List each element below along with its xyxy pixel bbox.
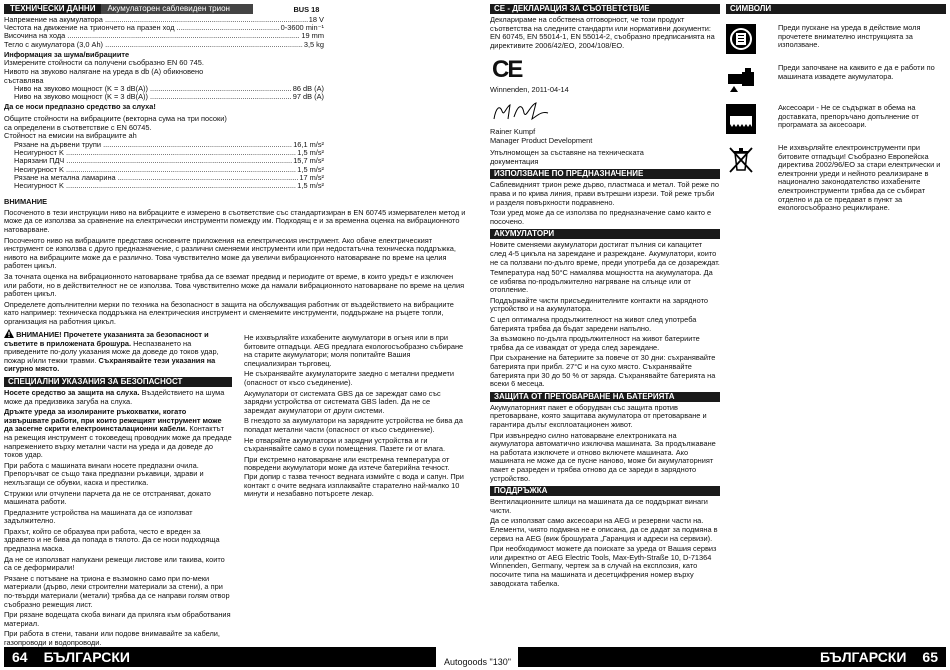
vnimanie-paragraph: За точната оценка на вибрационното натоварване трябва да се вземат предвид и периодите от време, в които уредът е изключен или работи, но в действителност не се използва. Това чувствително може да намали вибрационното натоварване по време на целия работен цикъл. [4,271,465,299]
right-page [490,4,946,666]
read-manual-icon [726,24,756,54]
vibration-p2: Стойност на емисии на вибрациите ah [4,131,137,141]
left-footer [4,647,436,667]
noise-value: 97 dB (A) [292,92,324,102]
warning-text: Неспазването на приведените по-долу указания може да доведе до токов удар, пожар и/или тежки травми. [4,338,219,365]
vibration-row [14,157,324,165]
battery-safety-paragraph: В гнездото за акумулатори на зарядните устройства не бива да попадат метални части (опасност от късо съединение). [244,416,463,434]
symbols-header: СИМВОЛИ [726,4,946,14]
left-language: БЪЛГАРСКИ [43,649,130,665]
spec-value: 19 mm [301,31,324,41]
warning-keep: Съхранявайте тези указания на сигурно място. [4,355,216,374]
battery-safety-paragraph: При екстремно натоварване или екстремна температура от повредени акумулатори може да изтече батерийна течност. При допир с тазва течност веднага измийте с вода и сапун. При контакт с очите веднага изплаквайте старателно най-малко 10 минути и незабавно потърсете лекар. [244,454,464,499]
left-page [4,4,466,666]
noise-values [4,85,324,101]
right-language: БЪЛГАРСКИ [820,649,907,665]
symbol-text: Преди започване на каквито е да е работи по машината извадете акумулатора. [778,63,935,81]
warning-bold: ВНИМАНИЕ! Прочетете указанията за безопасност и съветите в приложената брошура. [4,330,209,348]
right-footer [518,647,946,667]
spec-row [4,16,324,24]
spec-row [4,32,324,40]
spec-label: Височина на хода ..... [4,32,300,40]
spec-label: Напрежение на акумулатора ..... [4,16,308,24]
overload-text [490,404,720,483]
warning-triangle-icon [4,329,14,338]
battery-paragraph: За възможно по-дълга продължителност на живот батериите трябва да се изваждат от уреда след зареждане. [490,334,700,352]
noise-row [14,93,324,101]
battery-safety-paragraph: Не отваряйте акумулатори и зарядни устройства и ги съхранявайте само в сухи помещения. Пазете ги от влага. [244,435,446,454]
spec-row [4,24,324,32]
maintenance-paragraph: Да се използват само аксесоари на AEG и резервни части на. Елементи, чиято подмяна не е описана, да се дадат за подмяна в сервиз на AEG (виж брошурата „Гаранция и адреси на сервизи). [490,516,718,543]
safety-header: СПЕЦИАЛНИ УКАЗАНИЯ ЗА БЕЗОПАСНОСТ [4,377,232,387]
overload-paragraph: При извънредно силно натоварване електрониката на акумулатора автоматично изключва машината. За продължаване на работата изключете и отново включете машината. Ако машината не може да се пусне наново, може би акумулаторният пакет е разреден и трябва отново да се зареди в зарядното устройство. [490,430,716,483]
vibration-label: Нарязани ПДЧ ..... [14,157,292,165]
vnimanie-paragraph: Посоченото в тези инструкции ниво на вибрациите е измерено в съответствие със стандартизиран в EN 60745 измервателен метод и може да се използва за сравнение на електрически инструменти помежду им. Подходящ е и за временна оценка на вибрационното натоварване. [4,207,466,234]
safety-bold-1: Носете средство за защита на слуха. [4,387,140,397]
symbol-row [726,24,946,54]
battery-safety-paragraph: Не изхвърляйте изхабените акумулатори в огъня или в при битовите отпадъци. AEG предлага екологосъобразно събиране на старите акумулатори; моля попитайте Вашия специализиран търговец. [244,333,464,368]
battery-paragraph: С цел оптимална продължителност на живот след употреба батерията трябва да бъдат заредени напълно. [490,315,697,333]
intended-use-p1: Саблевидният трион реже дърво, пластмаса и метал. Той реже по права и по крива линия, прави вътрешни изрези. Той реже тръби и разделя повърхности подравнено. [490,180,720,207]
symbol-row [726,104,946,134]
vibration-row [14,166,324,174]
safety-paragraph: При работа в стени, тавани или подове внимавайте за кабели, газопроводи и водопроводи. [4,629,220,647]
vibration-label: Несигурност K ..... [14,149,296,157]
symbol-text: Аксесоари - Не се съдържат в обема на доставката, препоръчано допълнение от програмата за аксесоари. [778,103,919,130]
ear-protection-warning: Да се носи предпазно средство за слуха! [4,101,156,111]
battery-paragraph: Новите сменяеми акумулатори достигат пълния си капацитет след 4-5 цикъла на зареждане и разреждане. Акумулатори, които не са ползвани по-дълго време, преди употреба да се дозареждат. [490,240,720,267]
tech-data-product: Акумулаторен саблевиден трион [101,4,253,14]
symbol-row [726,144,946,213]
tech-data-section [4,4,466,329]
ce-header: СЕ - ДЕКЛАРАЦИЯ ЗА СЪОТВЕТСТВИЕ [490,4,720,14]
overload-header: ЗАЩИТА ОТ ПРЕТОВАРВАНЕ НА БАТЕРИЯТА [490,392,720,402]
batteries-text [490,241,720,389]
right-col-main [490,4,720,590]
noise-p2: Нивото на звуково налягане на уреда в db (A) обикновено съставлява [4,67,204,85]
vibration-row [14,149,324,157]
tech-data-model: BUS 18 [293,4,320,14]
battery-paragraph: При съхранение на батериите за повече от 30 дни: съхранявайте батерията при прибл. 27°C и на сухо място. Съхранявайте батерията при 30 до 50 % от заряда. Съхранявайте батерията на всеки 6 месеца. [490,353,716,389]
safety-paragraph: Да не се използват напукани режещи листове или такива, които са се деформирали! [4,554,225,573]
spec-value: 3,5 kg [303,39,324,49]
spec-list [4,16,324,49]
vibration-value: 17 m/s² [299,172,324,182]
maintenance-text [490,498,720,588]
center-footer: Autogoods "130" [444,657,511,667]
vibration-p1: Общите стойности на вибрациите (векторна сума на три посоки) са определени в съответствие с EN 60745. [4,114,227,132]
symbol-text: Не изхвърляйте електроинструменти при битовите отпадъци! Съобразно Европейска директива 2002/96/ЕО за стари електрически и електронни уреди и нейното реализиране в национално законодателство изхабените електроинструменти трябва да се събират отделно и да се предават в пункт за екологосъобразно рециклиране. [778,143,941,213]
safety-text-2: Контактът на режещия инструмент с токоведещ проводник може да предаде напрежението върху метални части на уреда и да доведе до токов удар. [4,424,232,460]
battery-paragraph: Поддържайте чисти присъединителните контакти на зарядното устройство и на акумулатора. [490,295,708,314]
vibration-label: Рязане на метална ламарина ..... [14,174,298,182]
vnimanie-paragraph: Посоченото ниво на вибрациите представя основните приложения на електрическия инструмент. Ако обаче електрическият инструмент се използва с друго предназначение, с различни сменяеми инструменти или при недостатъчна техническа поддръжка, нивото на вибрациите може да е различно. Това чувствително може да увеличи вибрационното натоварване по време на целия работен цикъл. [4,235,456,271]
vibration-value: 15,7 m/s² [293,156,324,166]
place-date: Winnenden, 2011-04-14 [490,85,569,95]
weee-bin-icon [726,144,756,174]
tech-data-header [4,4,466,14]
vibration-label: Несигурност K ..... [14,166,296,174]
batteries-header: АКУМУЛАТОРИ [490,229,720,239]
vnimanie-paragraph: Определете допълнителни мерки по техника на безопасност в защита на обслужващия работник от въздействието на вибрациите като например: техническа поддръжка на електрическия инструмент и сменяемите инструменти, поддържане на ръцете топли, организация на работния цикъл. [4,299,454,326]
signature-icon [492,101,552,123]
maintenance-paragraph: При необходимост можете да поискате за уреда от Вашия сервиз или директно от AEG Electric Tools, Max-Eyth-Straße 10, D-71364 Winnenden, Germany, чертеж за в случай на експлозия, като посочите типа на машината и десетцифрения номер върху заводската табелка. [490,544,717,588]
safety-paragraph: Стружки или отчупени парчета да не се отстраняват, докато машината работи. [4,488,211,507]
vibration-value: 1,5 m/s² [297,164,324,174]
accessory-icon [726,104,756,134]
overload-paragraph: Акумулаторният пакет е оборудван със защита против претоварване, която защитава акумулатора от претоварване и гарантира дълъг експлоатационен живот. [490,402,707,429]
noise-label: Ниво на звуково мощност (K = 3 dB(A)) ..... [14,85,292,93]
left-col-safety [4,329,232,650]
right-page-number: 65 [922,649,938,665]
safety-paragraph: При рязане водещата скоба винаги да приляга към обработвания материал. [4,610,231,628]
ce-mark: CE [492,56,522,84]
noise-row [14,85,324,93]
spec-row [4,41,324,49]
spec-value: 0-3600 min⁻¹ [280,23,324,33]
symbol-row [726,64,946,94]
safety-paragraphs [4,462,232,648]
vibration-value: 1,5 m/s² [297,148,324,158]
authorized-text: Упълномощен за съставяне на техническата документация [490,148,644,166]
vibration-row [14,174,324,182]
noise-p1: Измерените стойности са получени съобразно EN 60 745. [4,58,204,68]
safety-paragraph: Рязане с потъване на триона е възможно само при по-меки материали (дърво, леки строителни материали за стени), а при по-твърди материали (метали) трябва да се направи голям отвор съобразно режещия лист. [4,573,230,609]
battery-safety-paragraph: Не съхранявайте акумулаторите заедно с метални предмети (опасност от късо съединение). [244,369,454,387]
vibration-value: 16,1 m/s² [293,139,324,149]
safety-paragraph: При работа с машината винаги носете предпазни очила. Препоръчват се също така предпазни ръкавици, здрави и нехлъзгащи се обувки, каска и престилка. [4,460,204,487]
noise-label: Ниво на звуково мощност (K = 3 dB(A)) ..... [14,93,292,101]
vibration-row [14,141,324,149]
intended-use-header: ИЗПОЛЗВАНЕ ПО ПРЕДНАЗНАЧЕНИЕ [490,169,720,179]
noise-title: Информация за шума/вибрациите [4,49,130,59]
spec-label: Тегло с акумулатора (3,0 Ah) ..... [4,41,303,49]
maintenance-paragraph: Вентилационните шлици на машината да се поддържат винаги чисти. [490,497,708,515]
noise-value: 86 dB (A) [292,84,324,94]
left-col-batteries [244,334,464,501]
remove-battery-icon [726,64,756,94]
maintenance-header: ПОДДРЪЖКА [490,486,720,496]
tech-data-title: ТЕХНИЧЕСКИ ДАННИ [4,4,101,14]
vibration-label: Несигурност K ..... [14,182,296,190]
signer-title: Manager Product Development [490,135,593,145]
signer-name: Rainer Kumpf [490,126,536,136]
vibration-values [4,141,324,190]
ce-text: Декларираме на собствена отговорност, че този продукт съответства на следните стандарти или нормативни документи: EN 60745, EN 55014-1, EN 55014-2, съобразно предписанията на директивите 2006/42/EO, 2004/108/EO. [490,15,715,50]
vibration-row [14,182,324,190]
vnimanie-title: ВНИМАНИЕ [4,197,48,207]
spec-label: Честота на движение на триончето на празен ход ..... [4,24,280,32]
safety-bold-2: Дръжте уреда за изолираните ръкохватки, когато извършвате работи, при които режещият инструмент може да засегне скрити електроинсталационни кабели. [4,407,222,434]
battery-safety-paragraph: Акумулатори от системата GBS да се зареждат само със зарядни устройства от системата GBS laden. Да не се зареждат акумулатори от други системи. [244,388,441,415]
vibration-value: 1,5 m/s² [297,180,324,190]
vnimanie-text [4,209,466,327]
safety-text-1: Въздействието на шума може да предизвика загуба на слуха. [4,387,225,406]
safety-paragraph: Предпазните устройства на машината да се използват задължително. [4,507,193,526]
symbol-text: Преди пускане на уреда в действие моля прочетете внимателно инструкцията за използване. [778,23,921,50]
left-page-number: 64 [12,649,28,665]
intended-use-p2: Този уред може да се използва по предназначение само както е посочено. [490,208,712,226]
battery-paragraph: Температура над 50°C намалява мощността на акумулатора. Да се избягва по-продължително нагряване на слънце или от отопление. [490,268,713,295]
spec-value: 18 V [308,15,324,24]
vibration-label: Рязане на дървени трупи ..... [14,141,292,149]
safety-paragraph: Прахът, който се образува при работа, често е вреден за здравето и не бива да попада в тялото. Да се носи подходяща предпазна маска. [4,526,220,554]
right-col-symbols [726,4,946,219]
symbols-list [726,24,946,213]
